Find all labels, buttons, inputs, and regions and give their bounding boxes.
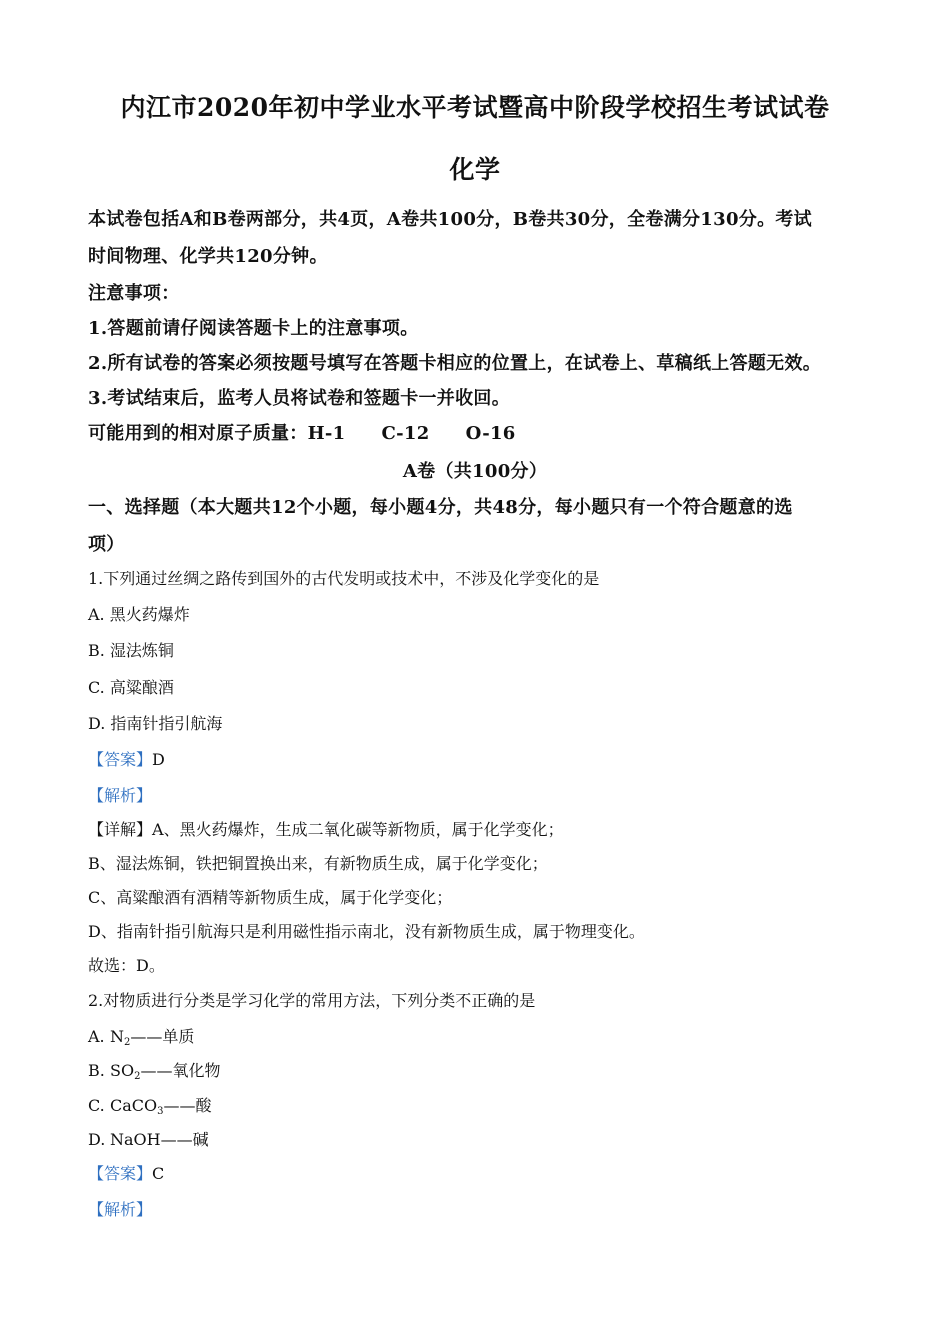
q2-analysis-tag: 【解析】 [88,1200,153,1219]
q2-answer-value: C [152,1164,165,1183]
q1-conclusion: 故选：D。 [88,956,165,975]
q2-answer-tag: 【答案】 [88,1164,153,1183]
section-a-title: A卷（共100分） [402,461,548,482]
q1-stem: 1.下列通过丝绸之路传到国外的古代发明或技术中，不涉及化学变化的是 [88,569,600,588]
subject-title: 化学 [449,155,501,184]
section-heading-line-2: 项） [88,534,125,555]
q2-option-a: A. $N_2——$单质 [88,1027,195,1048]
q1-detail-4: D、指南针指引航海只是利用磁性指示南北，没有新物质生成，属于物理变化。 [88,922,645,941]
q1-option-a: A. 黑火药爆炸 [88,605,190,624]
q2-answer [88,1161,164,1184]
q1-detail-3: C、高粱酿酒有酒精等新物质生成，属于化学变化； [88,888,453,907]
q1-detail-1 [88,817,564,840]
q1-detail-text-1: A、黑火药爆炸，生成二氧化碳等新物质，属于化学变化； [152,820,564,839]
q1-option-d: D. 指南针指引航海 [88,714,223,733]
atomic-mass-o: O-16 [465,423,516,444]
atomic-mass-c: C-12 [381,423,430,444]
atomic-mass-label: 可能用到的相对原子质量： [88,423,308,444]
notes-heading: 注意事项： [88,283,180,304]
section-heading-line-1: 一、选择题（本大题共12个小题，每小题4分，共48分，每小题只有一个符合题意的选 [88,497,793,518]
note-item-2: 2.所有试卷的答案必须按题号填写在答题卡相应的位置上，在试卷上、草稿纸上答题无效。 [88,353,822,374]
q2-option-c: C. CaCO$_3$——酸 [88,1096,212,1117]
q1-answer [88,747,165,770]
q1-detail-tag: 【详解】 [88,820,153,839]
q1-analysis-tag: 【解析】 [88,786,153,805]
q2-stem: 2.对物质进行分类是学习化学的常用方法，下列分类不正确的是 [88,991,536,1010]
q1-option-c: C. 高粱酿酒 [88,678,174,697]
note-item-1: 1.答题前请仔阅读答题卡上的注意事项。 [88,318,419,339]
exam-title: 内江市2020年初中学业水平考试暨高中阶段学校招生考试试卷 [120,93,830,122]
intro-line-1: 本试卷包括A和B卷两部分，共4页，A卷共100分，B卷共30分，全卷满分130分。考试 [88,209,812,230]
q2-option-b: B. $SO_2——$氧化物 [88,1061,221,1082]
atomic-mass-line [88,419,516,445]
q1-option-b: B. 湿法炼铜 [88,641,174,660]
q1-answer-value: D [152,750,165,769]
q1-answer-tag: 【答案】 [88,750,153,769]
intro-line-2: 时间物理、化学共120分钟。 [88,246,328,267]
q1-detail-2: B、湿法炼铜，铁把铜置换出来，有新物质生成，属于化学变化； [88,854,548,873]
note-item-3: 3.考试结束后，监考人员将试卷和签题卡一并收回。 [88,388,510,409]
q2-option-d: D. NaOH——碱 [88,1130,209,1149]
atomic-mass-h: H-1 [307,423,346,444]
